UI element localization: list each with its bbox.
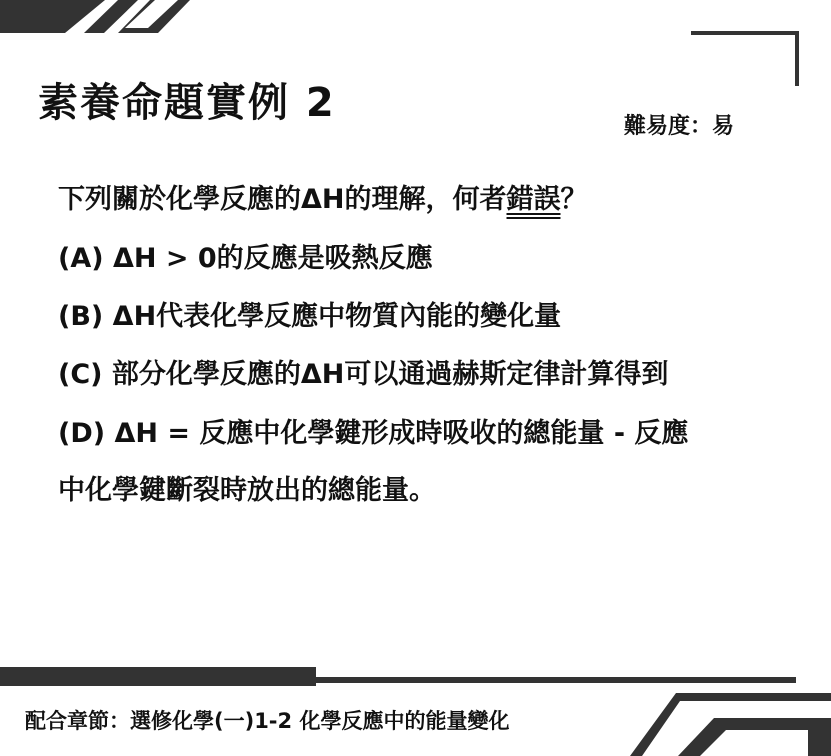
- chapter-reference-value: 選修化學(一)1-2 化學反應中的能量變化: [130, 709, 510, 733]
- question-stem: [58, 182, 588, 218]
- difficulty-value: 易: [712, 114, 735, 139]
- option-d-continuation: 中化學鍵斷裂時放出的總能量。: [58, 475, 436, 506]
- chapter-reference: [25, 706, 509, 736]
- option-c-text: 部分化學反應的ΔH可以通過赫斯定律計算得到: [111, 359, 669, 390]
- option-c-label: (C): [58, 359, 103, 390]
- option-b-text: ΔH代表化學反應中物質內能的變化量: [112, 301, 562, 332]
- option-a-label: (A): [58, 243, 104, 274]
- footer-divider-thick: [0, 667, 316, 686]
- footer-divider-thin: [316, 677, 796, 683]
- corner-decoration-top-left: [0, 0, 200, 40]
- corner-bracket-top-right: [688, 30, 803, 88]
- difficulty-label: 難易度：: [624, 114, 713, 139]
- option-d: [58, 416, 688, 452]
- question-stem-text: 下列關於化學反應的ΔH的理解，何者: [58, 184, 507, 215]
- option-d-text: ΔH = 反應中化學鍵形成時吸收的總能量 - 反應: [114, 418, 689, 449]
- question-stem-emphasis: 錯誤: [506, 184, 561, 215]
- question-stem-end: ？: [560, 184, 588, 215]
- option-b-label: (B): [58, 301, 104, 332]
- difficulty-rating: [624, 112, 734, 142]
- option-a: [58, 241, 433, 277]
- option-b: [58, 299, 561, 335]
- option-d-label: (D): [58, 418, 106, 449]
- page-title: 素養命題實例 2: [38, 80, 336, 126]
- corner-decoration-bottom-right: [630, 688, 831, 756]
- chapter-reference-label: 配合章節：: [25, 709, 130, 733]
- option-c: [58, 357, 668, 393]
- option-a-text: ΔH > 0的反應是吸熱反應: [112, 243, 433, 274]
